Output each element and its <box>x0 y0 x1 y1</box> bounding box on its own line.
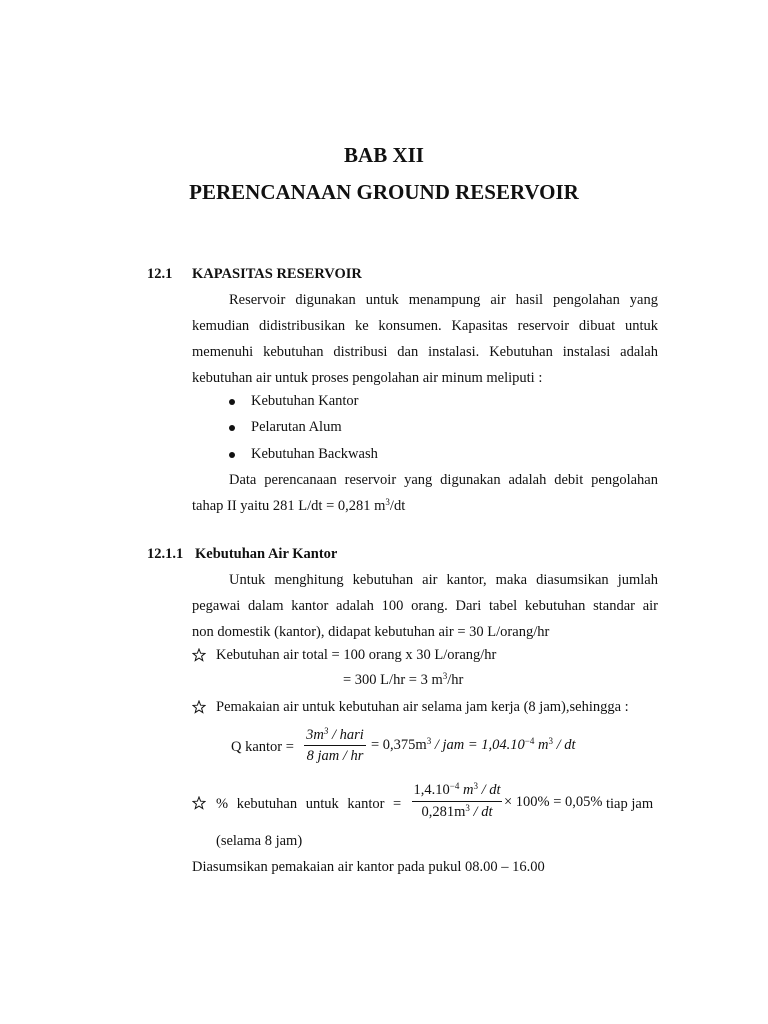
section-paragraph <box>192 467 658 519</box>
fraction-bar <box>412 801 502 802</box>
chapter-title: PERENCANAAN GROUND RESERVOIR <box>189 180 579 204</box>
list-item: Kebutuhan Kantor <box>251 393 359 409</box>
paragraph-line: non domestik (kantor), didapat kebutuhan air = 30 L/orang/hr <box>192 624 550 640</box>
fraction-bar <box>304 745 366 746</box>
subsection-paragraph <box>192 567 658 645</box>
paragraph-line: kemudian didistribusikan ke konsumen. Kapasitas reservoir dibuat untuk <box>192 318 658 334</box>
percent-note: (selama 8 jam) <box>216 833 303 849</box>
percent-result: × 100% = 0,05% <box>504 794 603 810</box>
list-item: Kebutuhan Backwash <box>251 446 378 462</box>
section-number: 12.1 <box>147 266 173 282</box>
qkantor-result: = $0,375m^3$ / jam = $1,04.10^{-4}$ $m^3$ / dt <box>371 736 576 753</box>
bullet-icon <box>229 425 235 431</box>
bullet-icon <box>229 452 235 458</box>
paragraph-line: Reservoir digunakan untuk menampung air hasil pengolahan yang <box>229 292 658 308</box>
qkantor-numerator: $3m^3$ / hari <box>306 726 364 743</box>
percent-denominator: $0,281m^3$ / dt <box>421 803 493 820</box>
section-paragraph <box>192 287 658 391</box>
star-icon <box>192 648 206 662</box>
paragraph-line: Untuk menghitung kebutuhan air kantor, maka diasumsikan jumlah <box>229 572 658 588</box>
final-line: Diasumsikan pemakaian air kantor pada pukul 08.00 – 16.00 <box>192 859 545 875</box>
paragraph-line: Data perencanaan reservoir yang digunakan adalah debit pengolahan <box>229 472 658 488</box>
star-icon <box>192 796 206 810</box>
subsection-number: 12.1.1 <box>147 546 184 562</box>
paragraph-line: tahap II yaitu 281 L/dt = 0,281 $m^3/dt$ <box>192 497 406 514</box>
total-need-result: = 300 L/hr = 3 $m^3/hr$ <box>343 671 464 688</box>
section-heading: KAPASITAS RESERVOIR <box>192 266 362 282</box>
percent-numerator: $1,4.10^{-4}$ $m^3$ / dt <box>413 781 501 798</box>
paragraph-line: pegawai dalam kantor adalah 100 orang. Dari tabel kebutuhan standar air <box>192 598 658 614</box>
qkantor-denominator: 8 jam / hr <box>306 748 364 764</box>
percent-suffix: tiap jam <box>606 796 654 812</box>
subsection-heading: Kebutuhan Air Kantor <box>195 546 338 562</box>
percent-label: % kebutuhan untuk kantor = <box>216 796 402 812</box>
paragraph-line: kebutuhan air untuk proses pengolahan air minum meliputi : <box>192 370 543 386</box>
list-item: Pelarutan Alum <box>251 419 342 435</box>
paragraph-line: memenuhi kebutuhan distribusi dan instalasi. Kebutuhan instalasi adalah <box>192 344 658 360</box>
bullet-icon <box>229 399 235 405</box>
usage-line: Pemakaian air untuk kebutuhan air selama jam kerja (8 jam),sehingga : <box>216 699 629 715</box>
qkantor-label: Q kantor = <box>231 739 294 755</box>
star-icon <box>192 700 206 714</box>
chapter-label: BAB XII <box>344 143 424 167</box>
total-need-line: Kebutuhan air total = 100 orang x 30 L/orang/hr <box>216 647 497 663</box>
